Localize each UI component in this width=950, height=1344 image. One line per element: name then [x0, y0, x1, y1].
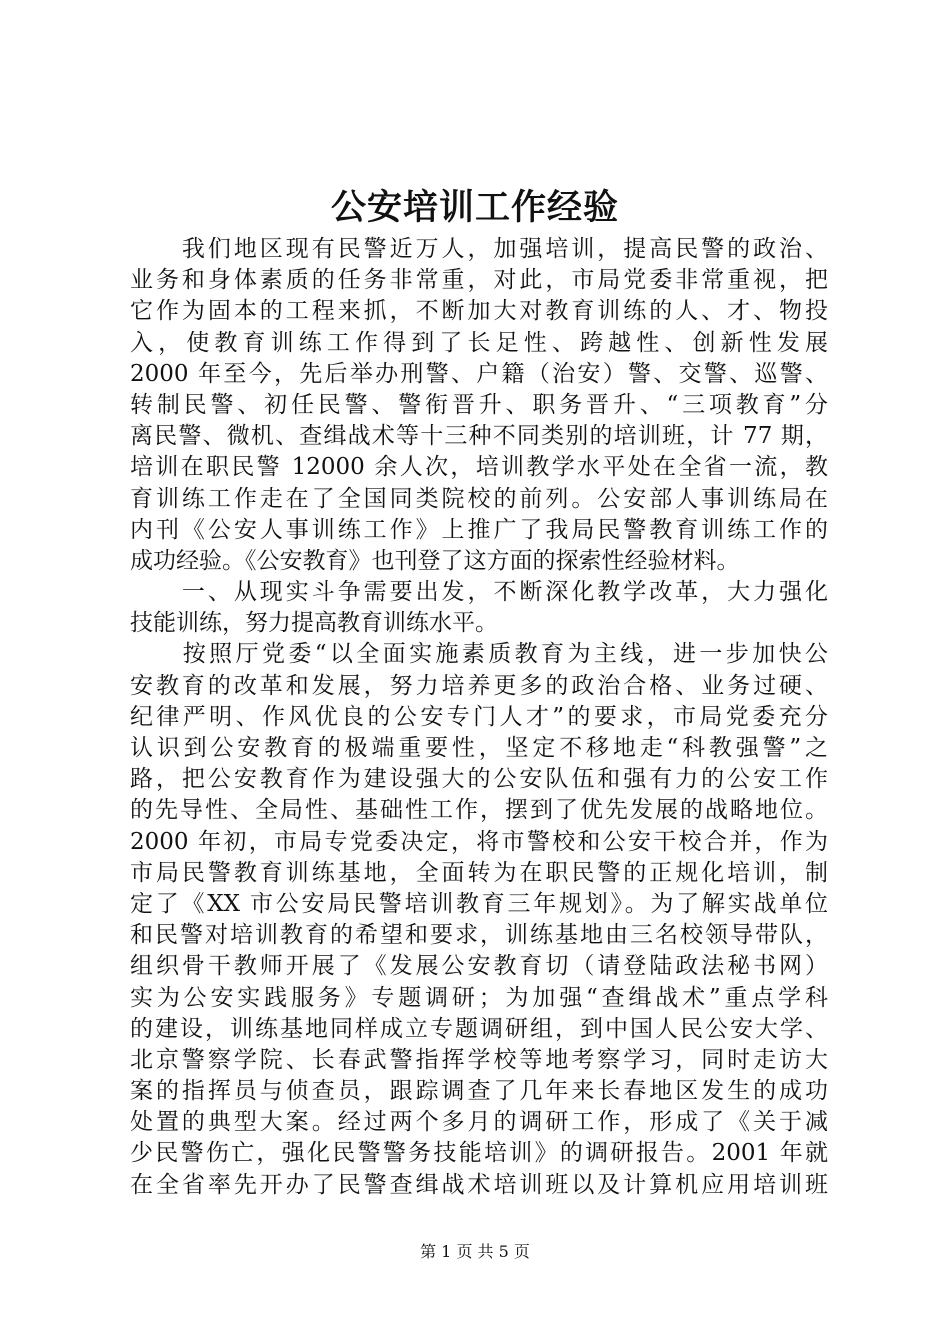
text-line: 成功经验。《公安教育》也刊登了这方面的探索性经验材料。 [130, 547, 740, 574]
text-line: 2000 年至今，先后举办刑警、户籍（治安）警、交警、巡警、 [130, 360, 828, 387]
text-line: 它作为固本的工程来抓，不断加大对教育训练的人、才、物投 [130, 298, 828, 325]
text-line: 案的指挥员与侦查员，跟踪调查了几年来长春地区发生的成功 [130, 1078, 828, 1105]
text-line: 北京警察学院、长春武警指挥学校等地考察学习，同时走访大 [130, 1046, 828, 1073]
text-line: 在全省率先开办了民警查缉战术培训班以及计算机应用培训班 [130, 1171, 828, 1198]
text-line: 定了《XX 市公安局民警培训教育三年规划》。为了解实战单位 [130, 890, 828, 917]
text-line: 的建设，训练基地同样成立专题调研组，到中国人民公安大学、 [130, 1015, 828, 1042]
text-line: 内刊《公安人事训练工作》上推广了我局民警教育训练工作的 [130, 516, 828, 543]
text-line: 2000 年初，市局专党委决定，将市警校和公安干校合并，作为 [130, 828, 828, 855]
text-line: 实为公安实践服务》专题调研；为加强“查缉战术”重点学科 [130, 984, 828, 1011]
page-footer: 第 1 页 共 5 页 [420, 1242, 530, 1261]
text-line: 技能训练，努力提高教育训练水平。 [130, 610, 498, 637]
text-line: 处置的典型大案。经过两个多月的调研工作，形成了《关于减 [130, 1109, 828, 1136]
text-line: 育训练工作走在了全国同类院校的前列。公安部人事训练局在 [130, 485, 828, 512]
text-line: 和民警对培训教育的希望和要求，训练基地由三名校领导带队， [130, 922, 828, 949]
text-line: 一、从现实斗争需要出发，不断深化教学改革，大力强化 [130, 579, 828, 606]
text-line: 离民警、微机、查缉战术等十三种不同类别的培训班，计 77 期， [130, 423, 828, 450]
text-line: 转制民警、初任民警、警衔晋升、职务晋升、“三项教育”分 [130, 391, 828, 418]
text-line: 我们地区现有民警近万人，加强培训，提高民警的政治、 [130, 236, 828, 262]
document-title: 公安培训工作经验 [330, 187, 619, 228]
text-line: 的先导性、全局性、基础性工作，摆到了优先发展的战略地位。 [130, 797, 828, 824]
text-line: 培训在职民警 12000 余人次，培训教学水平处在全省一流，教 [130, 454, 828, 481]
text-line: 组织骨干教师开展了《发展公安教育切（请登陆政法秘书网） [130, 953, 828, 980]
text-line: 路，把公安教育作为建设强大的公安队伍和强有力的公安工作 [130, 766, 828, 793]
text-line: 按照厅党委“以全面实施素质教育为主线，进一步加快公 [130, 641, 828, 668]
text-line: 市局民警教育训练基地，全面转为在职民警的正规化培训，制 [130, 859, 828, 886]
text-line: 认识到公安教育的极端重要性，坚定不移地走“科教强警”之 [130, 735, 828, 761]
text-line: 少民警伤亡，强化民警警务技能培训》的调研报告。2001 年就 [130, 1140, 828, 1167]
text-line: 纪律严明、作风优良的公安专门人才”的要求，市局党委充分 [130, 703, 828, 730]
text-line: 业务和身体素质的任务非常重，对此，市局党委非常重视，把 [130, 267, 828, 294]
text-line: 入，使教育训练工作得到了长足性、跨越性、创新性发展 [130, 329, 828, 356]
document-body [130, 234, 828, 1201]
text-line: 安教育的改革和发展，努力培养更多的政治合格、业务过硬、 [130, 672, 828, 699]
